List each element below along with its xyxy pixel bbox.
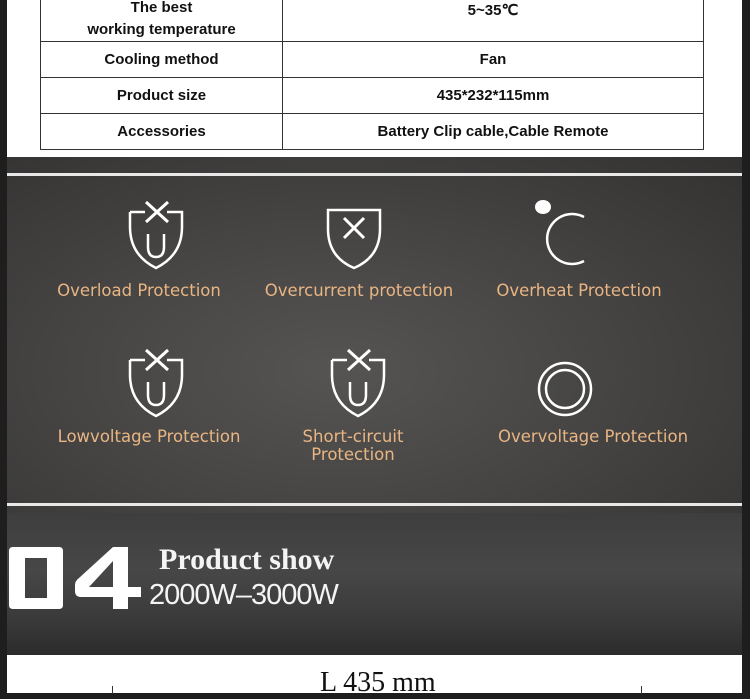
protection-label: Overheat Protection: [496, 281, 662, 300]
lowvoltage-protection: [29, 428, 269, 446]
protection-label: Overvoltage Protection: [497, 427, 689, 446]
protection-label-line2: Protection: [311, 445, 395, 464]
protection-section: [7, 157, 742, 513]
shield-u-x-icon: [327, 347, 389, 419]
product-show-banner: [7, 513, 742, 655]
divider: [7, 503, 742, 506]
overvoltage-protection: [473, 428, 713, 446]
spec-key: [41, 0, 283, 42]
overload-protection: [29, 282, 249, 300]
spec-value: Fan: [283, 42, 704, 78]
page-frame: [7, 0, 742, 698]
shield-u-x-icon: [125, 347, 187, 419]
product-show-power-range: 2000W–3000W: [149, 579, 338, 611]
shield-x-icon: [325, 207, 383, 271]
dimension-section: [7, 655, 742, 698]
table-row: [41, 42, 704, 78]
thermo-c-icon: [532, 199, 592, 269]
spec-value: 5~35℃: [283, 0, 704, 42]
spec-table: [40, 0, 704, 150]
table-row: [41, 78, 704, 114]
protection-label: Lowvoltage Protection: [57, 427, 241, 446]
overcurrent-protection: [249, 282, 469, 300]
double-ring-icon: [535, 359, 595, 419]
protection-label: Overload Protection: [57, 281, 221, 300]
protection-label-line1: Short-circuit: [302, 427, 404, 446]
protection-label: Overcurrent protection: [264, 281, 454, 300]
spec-section: [7, 0, 742, 157]
product-show-title: Product show: [159, 543, 335, 576]
short-circuit-protection: [253, 428, 453, 464]
shield-u-x-icon: [125, 199, 187, 271]
length-label: L 435 mm: [320, 667, 436, 698]
spec-key: Cooling method: [41, 42, 283, 78]
table-row: [41, 0, 704, 42]
spec-value: Battery Clip cable,Cable Remote: [283, 114, 704, 150]
table-row: [41, 114, 704, 150]
divider: [7, 173, 742, 176]
section-number-04: [5, 545, 145, 611]
overheat-protection: [469, 282, 689, 300]
spec-value: 435*232*115mm: [283, 78, 704, 114]
spec-key-line1: The best: [130, 0, 193, 16]
spec-key: Product size: [41, 78, 283, 114]
spec-key: Accessories: [41, 114, 283, 150]
spec-key-line2: working temperature: [87, 21, 236, 38]
